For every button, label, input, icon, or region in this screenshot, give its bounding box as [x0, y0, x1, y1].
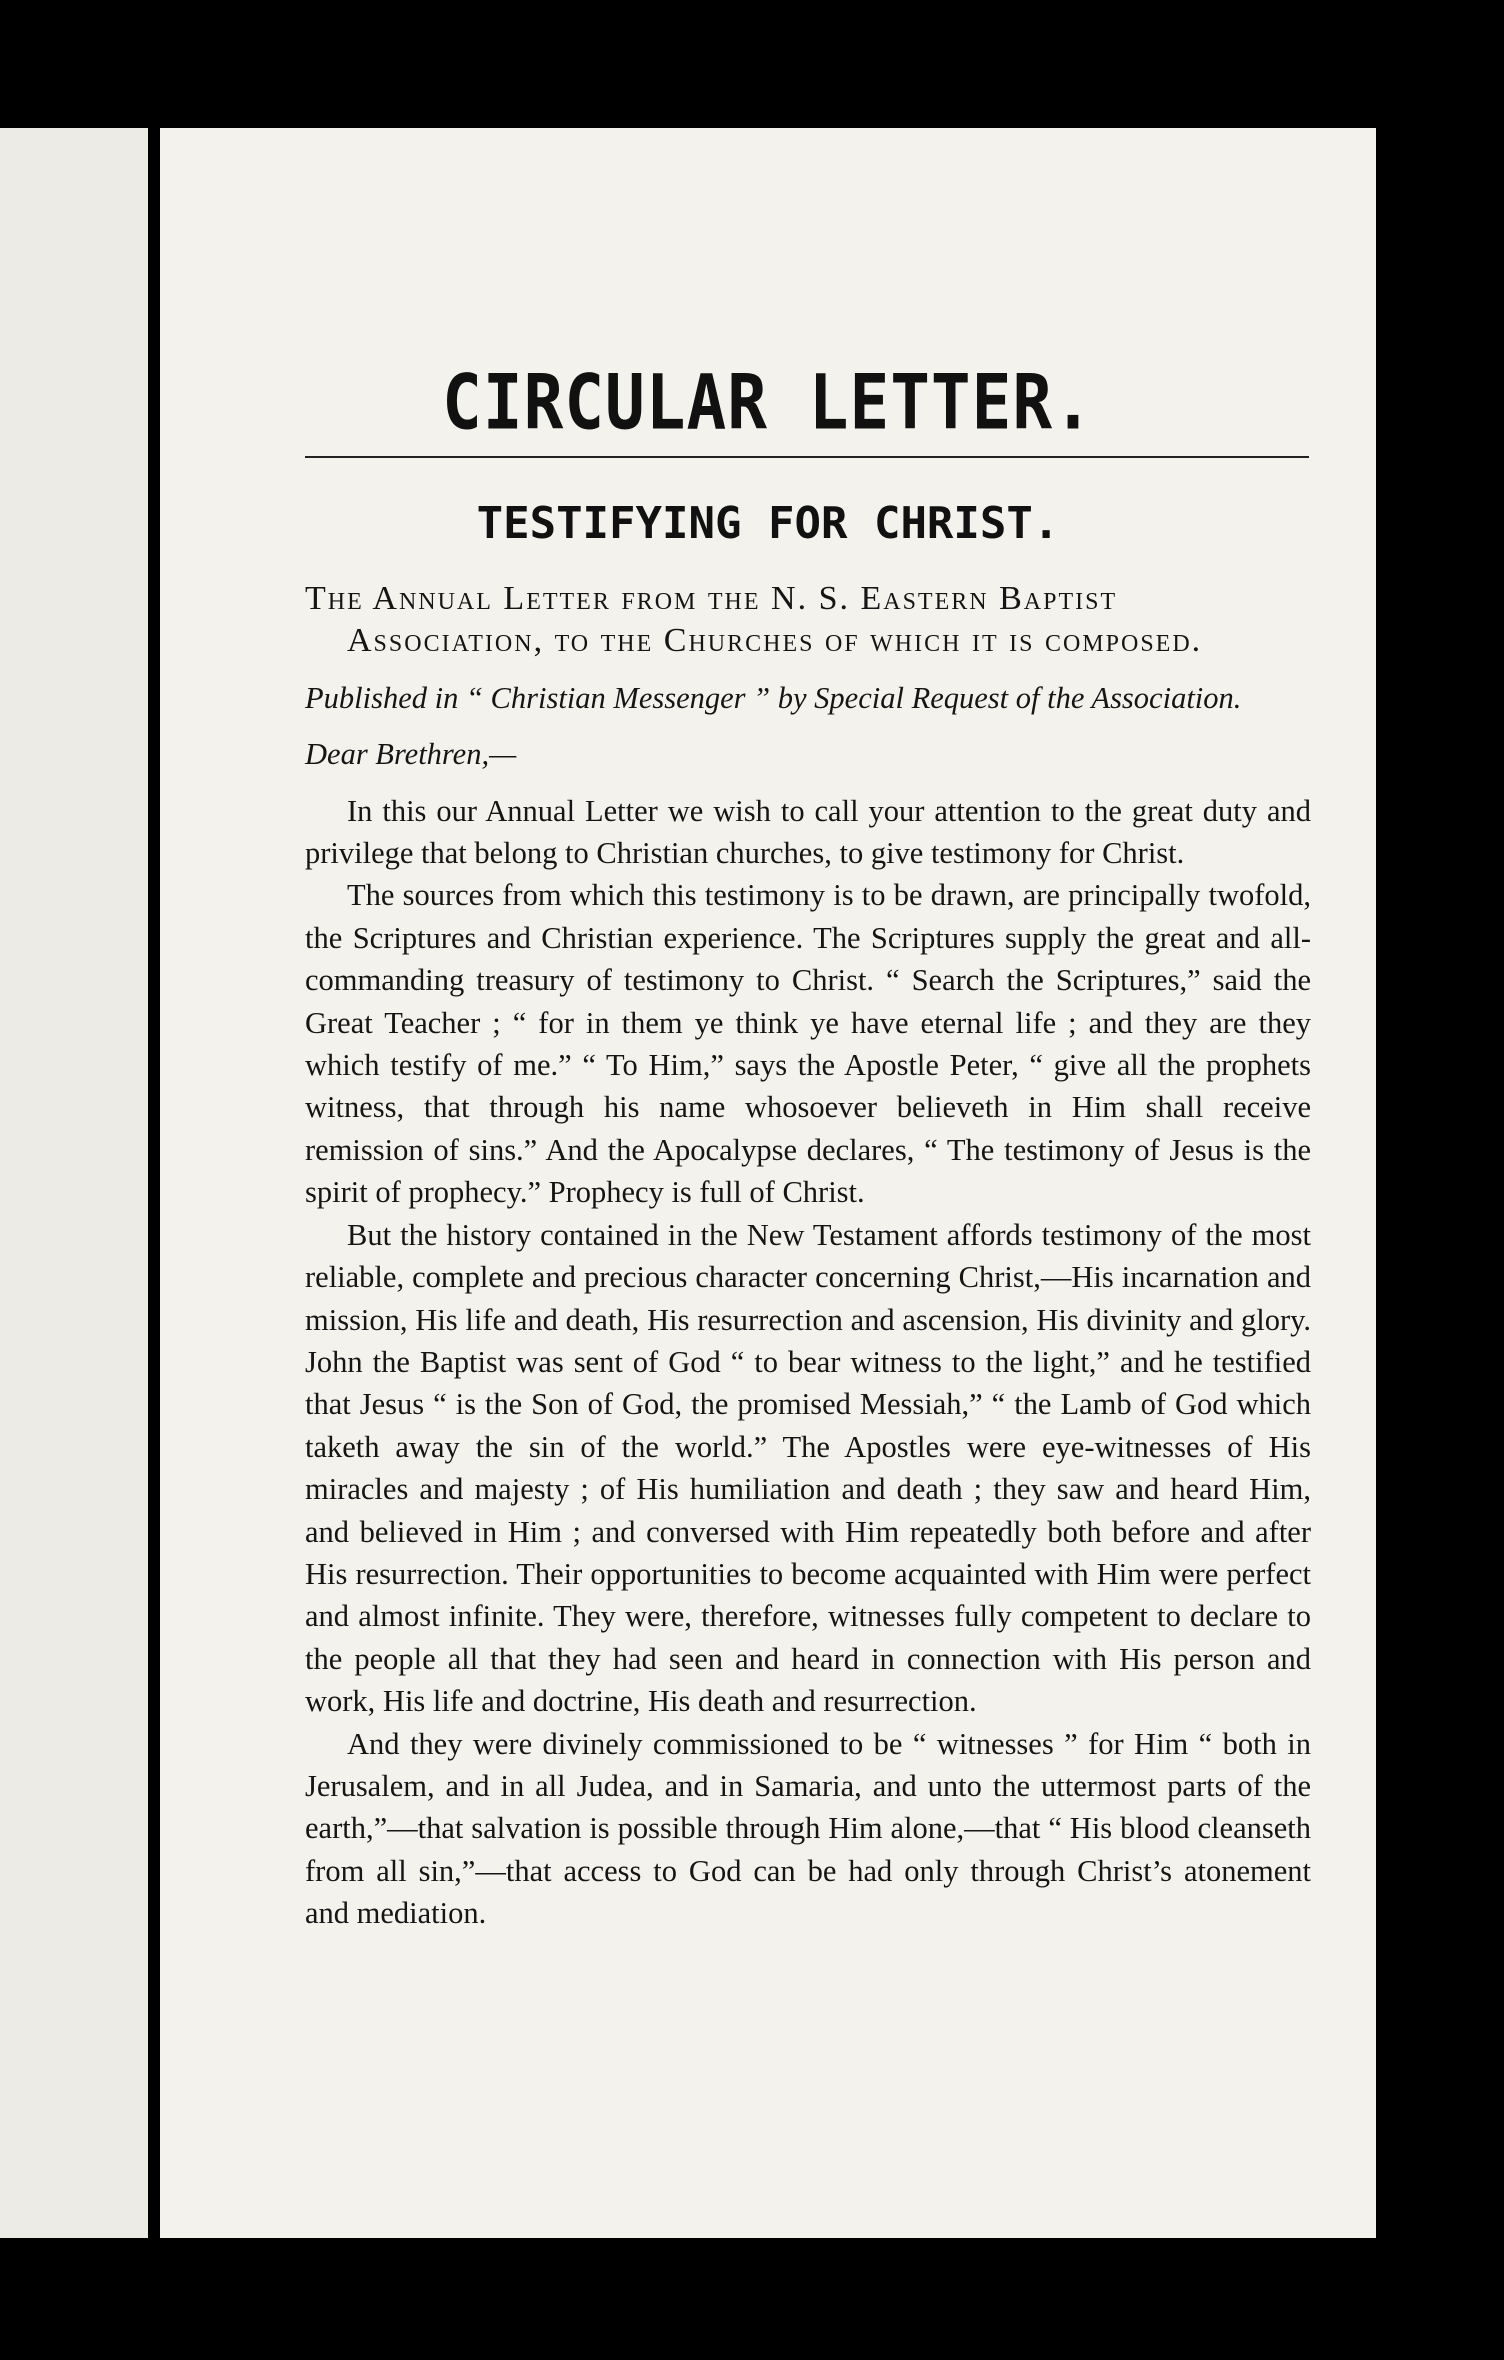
published-note: Published in “ Christian Messenger ” by Special Request of the Association.	[305, 680, 1242, 715]
paragraph-1: In this our Annual Letter we wish to call your attention to the great duty and privilege that belong to Christian churches, to give testimony for Christ.	[305, 793, 1311, 871]
paragraph-3: But the history contained in the New Testament affords testimony of the most reliable, complete and precious character concerning Christ,—His incarnation and mission, His life and death, His resurrection and ascension, His divinity and glory. John the Baptist was sent of God “ to bear witness to the light,” and he testified that Jesus “ is the Son of God, the promised Messiah,” “ the Lamb of God which taketh away the sin of the world.” The Apostles were eye-witnesses of His miracles and majesty ; of His humiliation and death ; they saw and heard Him, and believed in Him ; and conversed with Him repeatedly both before and after His resurrection. Their opportunities to become acquainted with Him were perfect and almost infinite. They were, therefore, witnesses fully competent to declare to the people all that they had seen and heard in connection with His person and work, His life and doctrine, His death and resurrection.	[305, 1217, 1311, 1719]
document-page	[160, 128, 1376, 2238]
document-title: CIRCULAR LETTER.	[442, 358, 1094, 447]
facing-page-edge	[0, 128, 148, 2238]
document-subtitle: TESTIFYING FOR CHRIST.	[476, 498, 1060, 549]
salutation: Dear Brethren,—	[305, 737, 517, 772]
intro-line: The Annual Letter from the N. S. Eastern Baptist Association, to the Churches of which it is composed.	[305, 580, 1203, 660]
paragraph-4: And they were divinely commissioned to be “ witnesses ” for Him “ both in Jerusalem, and in all Judea, and in Samaria, and unto the uttermost parts of the earth,”—that salvation is possible through Him alone,—that “ His blood cleanseth from all sin,”—that access to God can be had only through Christ’s atonement and mediation.	[305, 1726, 1311, 1931]
letter-body	[305, 578, 1311, 1935]
paragraph-2: The sources from which this testimony is to be drawn, are principally twofold, the Scriptures and Christian experience. The Scriptures supply the great and all-commanding treasury of testimony to Christ. “ Search the Scriptures,” said the Great Teacher ; “ for in them ye think ye have eternal life ; and they are they which testify of me.” “ To Him,” says the Apostle Peter, “ give all the prophets witness, that through his name whosoever believeth in Him shall receive remission of sins.” And the Apocalypse declares, “ The testimony of Jesus is the spirit of prophecy.” Prophecy is full of Christ.	[305, 878, 1311, 1210]
title-rule	[305, 456, 1309, 458]
